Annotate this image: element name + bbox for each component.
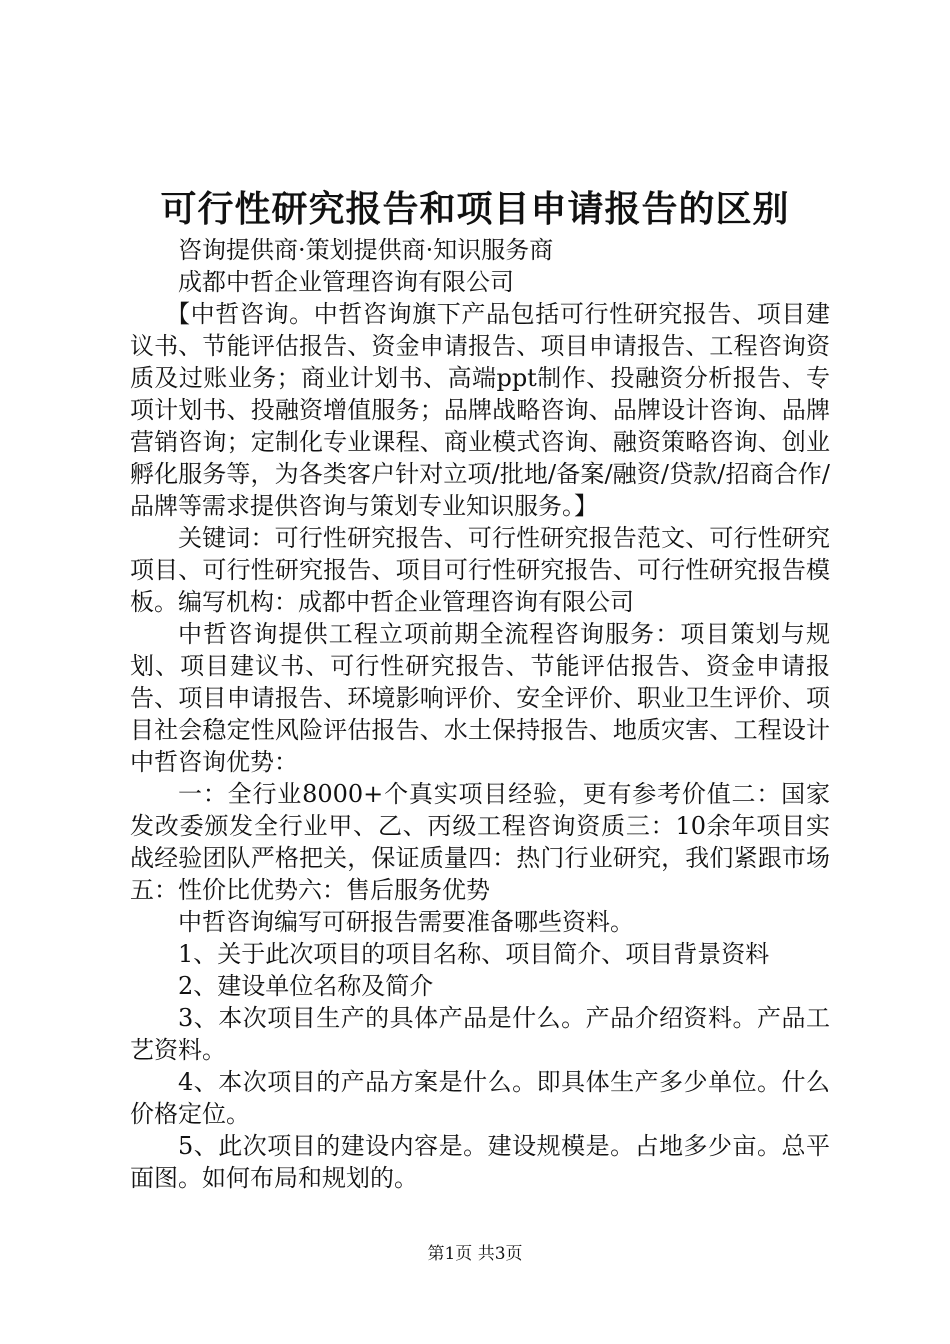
list-item: 4、本次项目的产品方案是什么。即具体生产多少单位。什么价格定位。	[130, 1068, 830, 1128]
services-paragraph: 中哲咨询提供工程立项前期全流程咨询服务：项目策划与规划、项目建议书、可行性研究报告、节能评估报告、资金申请报告、项目申请报告、环境影响评价、安全评价、职业卫生评价、项目社会稳定性风险评估报告、水土保持报告、地质灾害、工程设计中哲咨询优势：	[130, 620, 830, 776]
advantages-paragraph: 一：全行业8000+个真实项目经验，更有参考价值二：国家发改委颁发全行业甲、乙、丙级工程咨询资质三：10余年项目实战经验团队严格把关，保证质量四：热门行业研究，我们紧跟市场五：性价比优势六：售后服务优势	[130, 780, 830, 904]
page-number-footer: 第1页 共3页	[427, 1244, 523, 1264]
intro-paragraph: 【中哲咨询。中哲咨询旗下产品包括可行性研究报告、项目建议书、节能评估报告、资金申请报告、项目申请报告、工程咨询资质及过账业务；商业计划书、高端ppt制作、投融资分析报告、专项计划书、投融资增值服务；品牌战略咨询、品牌设计咨询、品牌营销咨询；定制化专业课程、商业模式咨询、融资策略咨询、创业孵化服务等，为各类客户针对立项/批地/备案/融资/贷款/招商合作/品牌等需求提供咨询与策划专业知识服务。】	[130, 300, 830, 520]
tagline: 咨询提供商·策划提供商·知识服务商	[178, 236, 554, 264]
list-item: 5、此次项目的建设内容是。建设规模是。占地多少亩。总平面图。如何布局和规划的。	[130, 1132, 830, 1192]
materials-heading: 中哲咨询编写可研报告需要准备哪些资料。	[178, 908, 634, 936]
list-item: 3、本次项目生产的具体产品是什么。产品介绍资料。产品工艺资料。	[130, 1004, 830, 1064]
list-item: 2、建设单位名称及简介	[178, 972, 434, 1000]
company-name: 成都中哲企业管理咨询有限公司	[178, 268, 514, 296]
list-item: 1、关于此次项目的项目名称、项目简介、项目背景资料	[178, 940, 770, 968]
document-body	[130, 234, 830, 1194]
keywords-paragraph: 关键词：可行性研究报告、可行性研究报告范文、可行性研究项目、可行性研究报告、项目可行性研究报告、可行性研究报告模板。编写机构：成都中哲企业管理咨询有限公司	[130, 524, 830, 616]
document-title: 可行性研究报告和项目申请报告的区别	[160, 189, 790, 230]
